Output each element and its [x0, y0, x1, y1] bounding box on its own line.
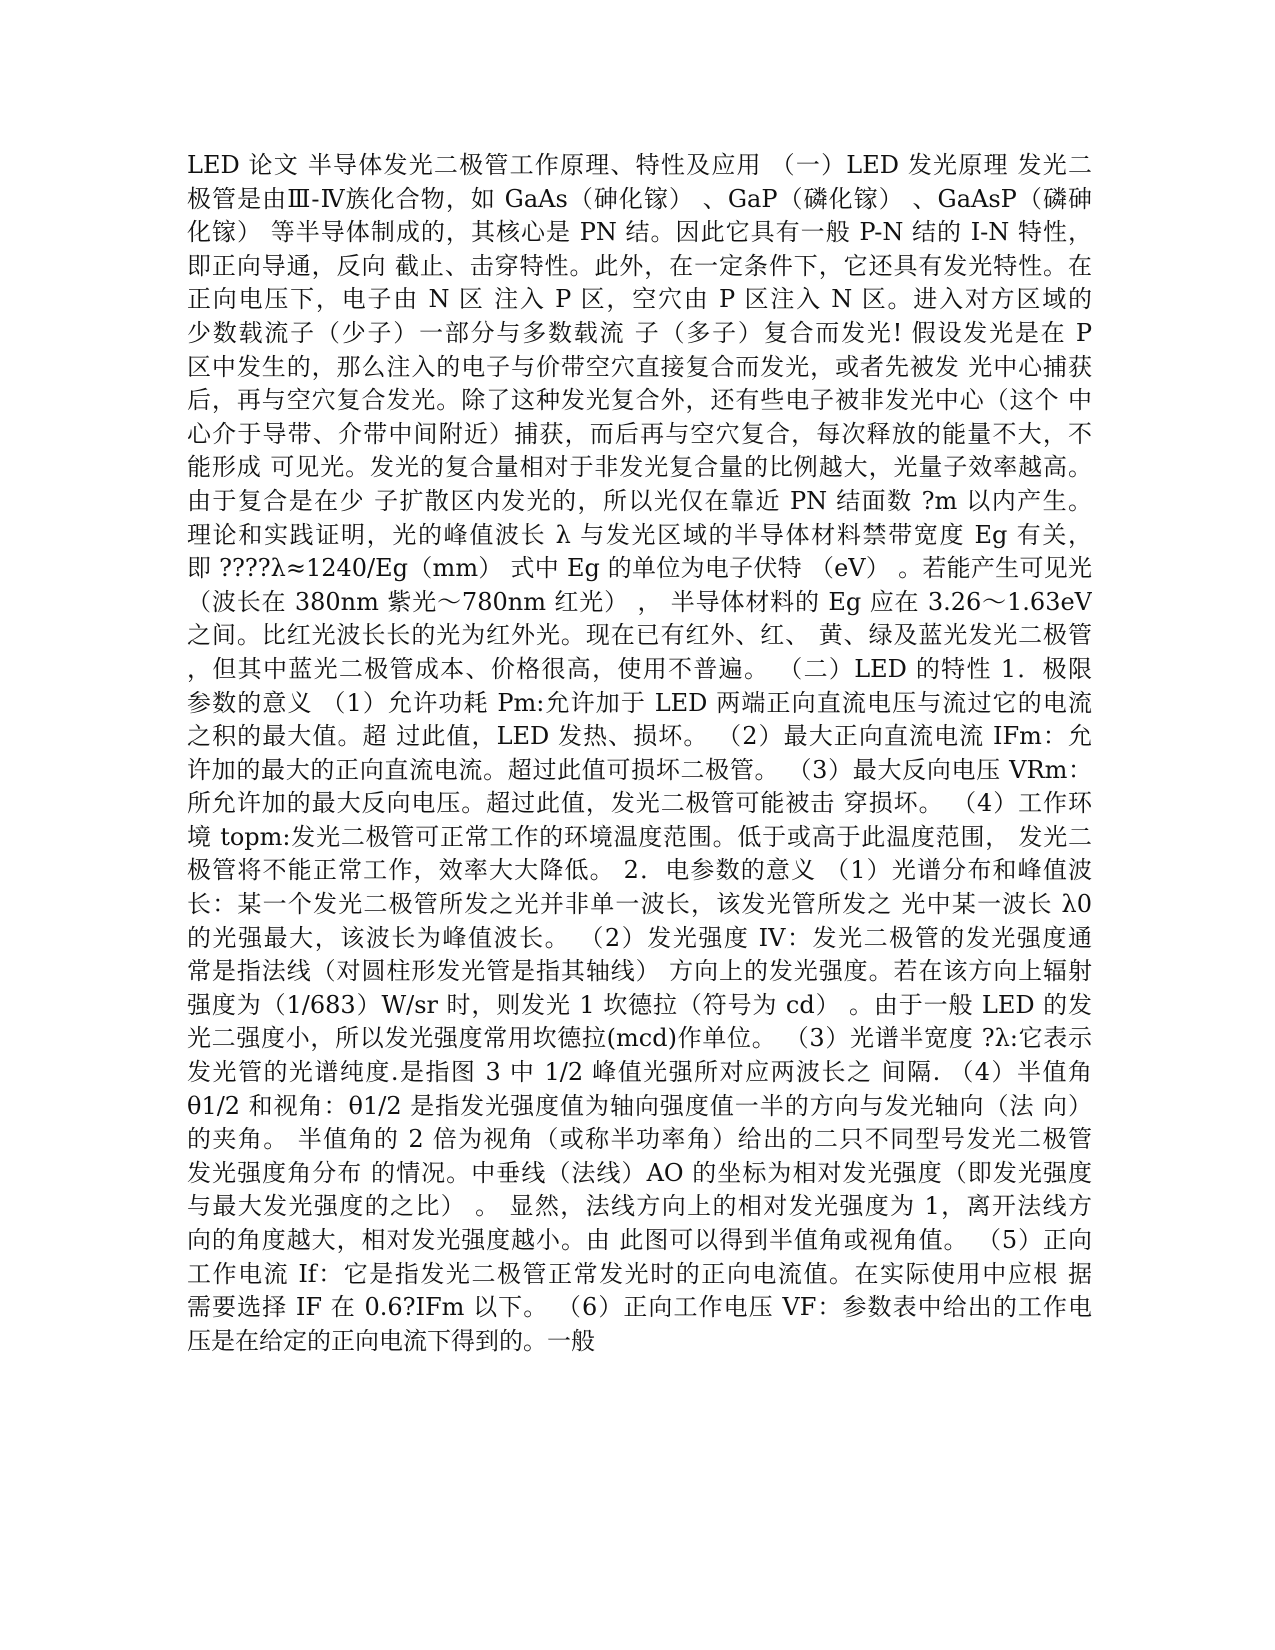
text-line: 发光强度角分布 的情况。中垂线（法线）AO 的坐标为相对发光强度（即发光强度: [187, 1158, 1092, 1187]
text-line: 即正向导通，反向 截止、击穿特性。此外，在一定条件下，它还具有发光特性。在: [187, 251, 1092, 280]
text-line: 理论和实践证明，光的峰值波长 λ 与发光区域的半导体材料禁带宽度 Eg 有关，: [187, 520, 1092, 549]
text-line: 向的角度越大，相对发光强度越小。由 此图可以得到半值角或视角值。 （5）正向: [187, 1226, 1092, 1254]
text-line: 化镓） 等半导体制成的，其核心是 PN 结。因此它具有一般 P-N 结的 I-N 特性，: [187, 218, 1092, 247]
text-line: 即 ????λ≈1240/Eg（mm） 式中 Eg 的单位为电子伏特 （eV） 。若能产生可见光: [187, 554, 1092, 583]
text-line: 境 topm:发光二极管可正常工作的环境温度范围。低于或高于此温度范围， 发光二: [187, 822, 1092, 851]
text-line: 所允许加的最大反向电压。超过此值，发光二极管可能被击 穿损坏。 （4）工作环: [187, 789, 1092, 818]
text-line: 由于复合是在少 子扩散区内发光的，所以光仅在靠近 PN 结面数 ?m 以内产生。: [187, 486, 1092, 515]
text-line: θ1/2 和视角：θ1/2 是指发光强度值为轴向强度值一半的方向与发光轴向（法 向）: [187, 1091, 1092, 1120]
text-line: 常是指法线（对圆柱形发光管是指其轴线） 方向上的发光强度。若在该方向上辐射: [187, 957, 1092, 986]
text-line: 后，再与空穴复合发光。除了这种发光复合外，还有些电子被非发光中心（这个 中: [187, 386, 1092, 415]
text-line: 工作电流 If：它是指发光二极管正常发光时的正向电流值。在实际使用中应根 据: [187, 1259, 1092, 1288]
body-text: [187, 149, 1092, 1358]
text-line: 压是在给定的正向电流下得到的。一般: [187, 1326, 595, 1355]
text-line: 之间。比红光波长长的光为红外光。现在已有红外、红、 黄、绿及蓝光发光二极管: [187, 621, 1092, 650]
text-line: ，但其中蓝光二极管成本、价格很高，使用不普遍。 （二）LED 的特性 1．极限: [187, 654, 1092, 683]
text-line: 心介于导带、介带中间附近）捕获，而后再与空穴复合，每次释放的能量不大，不: [187, 419, 1092, 448]
text-line: 之积的最大值。超 过此值，LED 发热、损坏。 （2）最大正向直流电流 IFm：允: [187, 722, 1092, 751]
text-line: 参数的意义 （1）允许功耗 Pm:允许加于 LED 两端正向直流电压与流过它的电流: [187, 688, 1092, 717]
text-line: LED 论文 半导体发光二极管工作原理、特性及应用 （一）LED 发光原理 发光二: [187, 151, 1092, 179]
text-line: 正向电压下，电子由 N 区 注入 P 区，空穴由 P 区注入 N 区。进入对方区域的: [187, 285, 1092, 314]
text-line: 需要选择 IF 在 0.6?IFm 以下。 （6）正向工作电压 VF：参数表中给出的工作电: [187, 1293, 1092, 1322]
text-line: （波长在 380nm 紫光～780nm 红光） ， 半导体材料的 Eg 应在 3.26～1.63eV: [187, 587, 1092, 616]
text-line: 长：某一个发光二极管所发之光并非单一波长，该发光管所发之 光中某一波长 λ0: [187, 890, 1092, 919]
text-line: 的光强最大，该波长为峰值波长。 （2）发光强度 IV：发光二极管的发光强度通: [187, 923, 1092, 952]
text-line: 区中发生的，那么注入的电子与价带空穴直接复合而发光，或者先被发 光中心捕获: [187, 352, 1092, 381]
text-line: 强度为（1/683）W/sr 时，则发光 1 坎德拉（符号为 cd） 。由于一般 LED 的发: [187, 990, 1092, 1019]
text-line: 许加的最大的正向直流电流。超过此值可损坏二极管。 （3）最大反向电压 VRm：: [187, 755, 1092, 784]
text-line: 少数载流子（少子）一部分与多数载流 子（多子）复合而发光! 假设发光是在 P: [187, 318, 1092, 347]
text-line: 极管将不能正常工作，效率大大降低。 2．电参数的意义 （1）光谱分布和峰值波: [187, 856, 1092, 885]
text-line: 与最大发光强度的之比） 。 显然，法线方向上的相对发光强度为 1，离开法线方: [187, 1192, 1092, 1221]
text-line: 能形成 可见光。发光的复合量相对于非发光复合量的比例越大，光量子效率越高。: [187, 453, 1092, 482]
text-line: 光二强度小，所以发光强度常用坎德拉(mcd)作单位。 （3）光谱半宽度 ?λ:它表示: [187, 1024, 1092, 1053]
text-line: 的夹角。 半值角的 2 倍为视角（或称半功率角）给出的二只不同型号发光二极管: [187, 1125, 1092, 1154]
text-line: 极管是由Ⅲ-Ⅳ族化合物，如 GaAs（砷化镓） 、GaP（磷化镓） 、GaAsP（磷砷: [187, 184, 1092, 213]
text-line: 发光管的光谱纯度.是指图 3 中 1/2 峰值光强所对应两波长之 间隔. （4）半值角: [187, 1058, 1092, 1087]
